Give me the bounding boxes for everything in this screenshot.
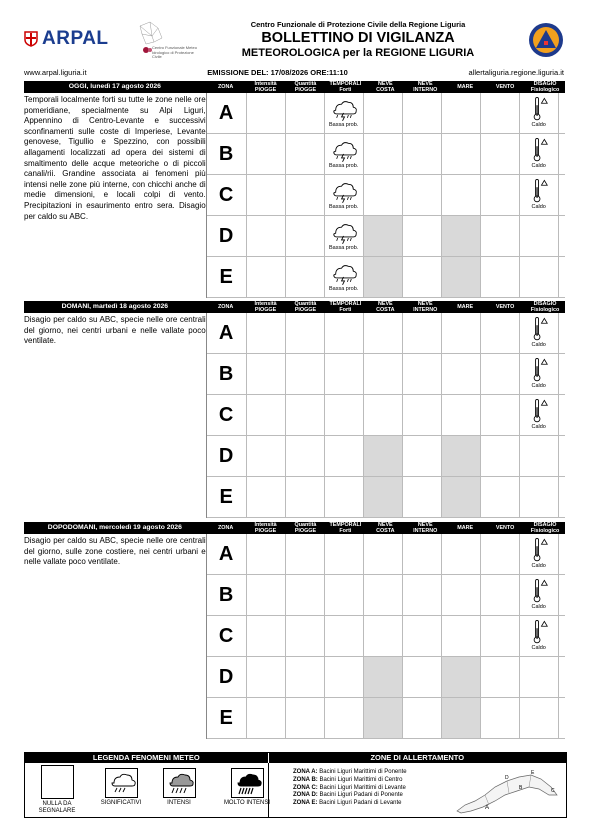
cell-temporali xyxy=(325,93,364,133)
zone-row xyxy=(207,534,565,575)
cell-disagio xyxy=(520,313,559,353)
cell-mare xyxy=(442,657,481,697)
cell-temporali xyxy=(325,216,364,256)
zone-row xyxy=(207,216,565,257)
cell-intensita xyxy=(247,216,286,256)
cell-quantita xyxy=(286,134,325,174)
cell-disagio xyxy=(520,395,559,435)
cell-neve-costa xyxy=(364,257,403,297)
heat-label: Caldo xyxy=(531,342,546,348)
cell-mare xyxy=(442,93,481,133)
legend-label-intensi: INTENSI xyxy=(167,800,191,806)
zone-letter: E xyxy=(207,698,247,738)
org-name: Centro Funzionale di Protezione Civile della Regione Liguria xyxy=(250,20,466,29)
zone-grid xyxy=(206,313,565,518)
cell-vento xyxy=(481,657,520,697)
column-header-mare: MARE xyxy=(457,303,474,310)
cell-neve-costa xyxy=(364,575,403,615)
zone-letter: B xyxy=(207,575,247,615)
cell-temporali xyxy=(325,616,364,656)
column-header-line: NEVE xyxy=(417,521,433,528)
column-header-line: PIOGGE xyxy=(254,87,277,93)
cell-disagio xyxy=(520,134,559,174)
legend xyxy=(24,752,567,818)
cell-quantita xyxy=(286,93,325,133)
column-header-line: Quantità xyxy=(294,300,317,307)
column-header-line: TEMPORALI xyxy=(329,521,362,528)
cell-disagio xyxy=(520,657,559,697)
cell-neve-costa xyxy=(364,175,403,215)
legend-header xyxy=(25,753,566,763)
cell-vento xyxy=(481,616,520,656)
zone-row xyxy=(207,313,565,354)
zone-letter: A xyxy=(207,93,247,133)
probability-label: Bassa prob. xyxy=(328,163,359,169)
cloud-rain-light-icon xyxy=(106,769,137,797)
cell-neve-costa xyxy=(364,313,403,353)
section-header xyxy=(24,522,565,534)
cell-quantita xyxy=(286,698,325,738)
probability-label: Bassa prob. xyxy=(328,286,359,292)
cell-intensita xyxy=(247,395,286,435)
forecast-section xyxy=(24,301,565,518)
column-header-intensita xyxy=(246,522,286,534)
zone-letter: B xyxy=(207,354,247,394)
legend-item-nulla xyxy=(31,765,83,814)
legend-item-molto-intensi xyxy=(217,768,277,806)
column-header-quantita xyxy=(286,81,326,93)
column-header-quantita xyxy=(286,301,326,313)
cell-intensita xyxy=(247,534,286,574)
cell-quantita xyxy=(286,575,325,615)
cell-neve-interno xyxy=(403,257,442,297)
cell-disagio xyxy=(520,257,559,297)
section-day-label: DOMANI, martedì 18 agosto 2026 xyxy=(61,303,169,310)
column-header-line: INTERNO xyxy=(413,87,438,93)
cell-neve-costa xyxy=(364,698,403,738)
column-header-vento: VENTO xyxy=(495,303,515,310)
column-header-mare: MARE xyxy=(457,524,474,531)
column-header-line: Forti xyxy=(339,87,352,93)
column-header-neve-interno xyxy=(405,522,445,534)
column-header-line: Intensità xyxy=(254,521,277,528)
cell-disagio xyxy=(520,175,559,215)
cell-neve-interno xyxy=(403,134,442,174)
cell-vento xyxy=(481,534,520,574)
column-header-line: Fisiologico xyxy=(530,307,560,313)
zone-letter: C xyxy=(207,395,247,435)
column-header-zona: ZONA xyxy=(217,303,234,310)
cell-vento xyxy=(481,477,520,517)
cell-vento xyxy=(481,313,520,353)
zone-letter: D xyxy=(207,436,247,476)
column-header-temporali xyxy=(325,301,365,313)
zone-letter: C xyxy=(207,175,247,215)
section-header xyxy=(24,81,565,93)
legend-box xyxy=(105,768,138,798)
zone-letter: D xyxy=(207,216,247,256)
cell-neve-interno xyxy=(403,698,442,738)
cell-disagio xyxy=(520,534,559,574)
cell-intensita xyxy=(247,175,286,215)
section-day-label: OGGI, lunedì 17 agosto 2026 xyxy=(68,83,161,90)
forecast-section xyxy=(24,81,565,298)
cell-mare xyxy=(442,477,481,517)
cell-temporali xyxy=(325,436,364,476)
cell-temporali xyxy=(325,534,364,574)
column-header-vento: VENTO xyxy=(495,524,515,531)
column-header-line: NEVE xyxy=(417,80,433,87)
section-description: Disagio per caldo su ABC, specie nelle ore centrali del giorno, nei centri urbani e nelle vallate poco ventilate. xyxy=(24,315,206,346)
section-description: Disagio per caldo su ABC, specie nelle ore centrali del giorno, sulle zone costiere, nei centri urbani e nelle vallate poco ventilate. xyxy=(24,536,206,567)
cfp-caption: Centro Funzionale Meteo Idrologico di Protezione Civile xyxy=(152,45,197,59)
zone-row xyxy=(207,657,565,698)
heat-label: Caldo xyxy=(531,604,546,610)
column-header-zona: ZONA xyxy=(217,83,234,90)
column-header-line: Intensità xyxy=(254,80,277,87)
cell-quantita xyxy=(286,477,325,517)
legend-item-significativi xyxy=(95,768,147,806)
column-header-zona: ZONA xyxy=(217,524,234,531)
column-header-line: COSTA xyxy=(376,87,395,93)
zone-row xyxy=(207,175,565,216)
cell-vento xyxy=(481,175,520,215)
column-header-line: NEVE xyxy=(377,300,393,307)
cell-mare xyxy=(442,354,481,394)
cell-neve-interno xyxy=(403,175,442,215)
cell-mare xyxy=(442,175,481,215)
cell-intensita xyxy=(247,257,286,297)
zone-list-item: ZONA E: Bacini Liguri Padani di Levante xyxy=(293,800,402,807)
liguria-zones-map xyxy=(455,765,560,815)
cell-neve-interno xyxy=(403,216,442,256)
arpal-logo-text: ARPAL xyxy=(42,28,109,49)
cell-disagio xyxy=(520,477,559,517)
cell-intensita xyxy=(247,477,286,517)
alert-site-link[interactable]: allertaliguria.regione.liguria.it xyxy=(468,68,564,77)
cell-temporali xyxy=(325,698,364,738)
cell-quantita xyxy=(286,534,325,574)
cell-disagio xyxy=(520,354,559,394)
protezione-civile-logo-icon xyxy=(528,22,564,58)
bulletin-subtitle: METEOROLOGICA per la REGIONE LIGURIA xyxy=(241,47,475,59)
zone-row xyxy=(207,395,565,436)
column-header-vento: VENTO xyxy=(495,83,515,90)
zone-row xyxy=(207,354,565,395)
column-header-line: Intensità xyxy=(254,300,277,307)
cell-intensita xyxy=(247,698,286,738)
cell-mare xyxy=(442,313,481,353)
column-header-line: Forti xyxy=(339,528,352,534)
zone-list-item: ZONA A: Bacini Liguri Marittimi di Ponente xyxy=(293,769,407,775)
cfp-logo xyxy=(134,20,204,64)
probability-label: Bassa prob. xyxy=(328,122,359,128)
column-header-line: INTERNO xyxy=(413,307,438,313)
cell-quantita xyxy=(286,354,325,394)
cell-temporali xyxy=(325,354,364,394)
cell-neve-interno xyxy=(403,534,442,574)
cell-neve-costa xyxy=(364,354,403,394)
column-header-disagio xyxy=(525,522,565,534)
column-header-line: PIOGGE xyxy=(254,307,277,313)
sub-header-line xyxy=(24,68,564,77)
cell-temporali xyxy=(325,257,364,297)
title-block xyxy=(222,20,494,59)
cell-mare xyxy=(442,395,481,435)
zone-letter: A xyxy=(207,534,247,574)
cell-quantita xyxy=(286,436,325,476)
cell-intensita xyxy=(247,657,286,697)
cell-mare xyxy=(442,698,481,738)
zone-row xyxy=(207,436,565,477)
heat-label: Caldo xyxy=(531,122,546,128)
zone-list-item: ZONA C: Bacini Liguri Marittimi di Levante xyxy=(293,784,406,791)
zone-letter: D xyxy=(207,657,247,697)
map-label-d: D xyxy=(505,775,509,781)
column-header-neve-costa xyxy=(365,81,405,93)
cell-mare xyxy=(442,436,481,476)
cell-disagio xyxy=(520,436,559,476)
column-header-line: TEMPORALI xyxy=(329,300,362,307)
column-header-line: Quantità xyxy=(294,521,317,528)
column-header-intensita xyxy=(246,81,286,93)
cell-intensita xyxy=(247,354,286,394)
column-header-line: PIOGGE xyxy=(254,528,277,534)
empty-box-icon xyxy=(41,765,74,799)
cell-vento xyxy=(481,575,520,615)
cell-intensita xyxy=(247,575,286,615)
cell-neve-costa xyxy=(364,534,403,574)
cell-quantita xyxy=(286,175,325,215)
cell-neve-interno xyxy=(403,477,442,517)
zone-row xyxy=(207,93,565,134)
cell-temporali xyxy=(325,575,364,615)
cell-disagio xyxy=(520,575,559,615)
cell-quantita xyxy=(286,216,325,256)
section-description: Temporali localmente forti su tutte le zone nelle ore pomeridiane, specialmente su Alpi Liguri, Appennino di Centro-Levante e successivi sconfinamenti sulle coste di Imperiese, Levante genovese, Tigullio e Spezzino, con possibili allagamenti localizzati ad opera dei sistemi di smaltimento delle acque meteoriche o di piccoli canali/rii. Grandine associata ai fenomeni più intensi nelle zone più interne, con chicchi anche di medie dimensioni, e locali colpi di vento. Precipitazioni in esaurimento entro sera. Disagio per caldo su ABC. xyxy=(24,95,206,221)
zone-grid xyxy=(206,93,565,298)
column-header-line: COSTA xyxy=(376,307,395,313)
cell-vento xyxy=(481,257,520,297)
cell-intensita xyxy=(247,313,286,353)
cell-mare xyxy=(442,257,481,297)
legend-fenomeni-title: LEGENDA FENOMENI METEO xyxy=(92,753,200,762)
liguria-shield-icon xyxy=(24,31,38,47)
section-day-label: DOPODOMANI, mercoledì 19 agosto 2026 xyxy=(47,524,182,531)
zone-letter: B xyxy=(207,134,247,174)
cell-mare xyxy=(442,216,481,256)
heat-label: Caldo xyxy=(531,204,546,210)
map-label-b: B xyxy=(519,785,523,791)
column-header-quantita xyxy=(286,522,326,534)
legend-box xyxy=(231,768,264,798)
cell-intensita xyxy=(247,436,286,476)
cell-neve-costa xyxy=(364,93,403,133)
column-header-neve-costa xyxy=(365,522,405,534)
column-header-intensita xyxy=(246,301,286,313)
cell-temporali xyxy=(325,395,364,435)
column-header-line: Fisiologico xyxy=(530,528,560,534)
cell-vento xyxy=(481,698,520,738)
column-header-disagio xyxy=(525,81,565,93)
zone-row xyxy=(207,616,565,657)
column-header-temporali xyxy=(325,81,365,93)
cell-neve-costa xyxy=(364,216,403,256)
cell-disagio xyxy=(520,93,559,133)
legend-label-molto-intensi: MOLTO INTENSI xyxy=(223,800,271,806)
legend-label-nulla: NULLA DA SEGNALARE xyxy=(38,801,76,814)
column-header-neve-interno xyxy=(405,301,445,313)
cell-neve-interno xyxy=(403,313,442,353)
legend-item-intensi xyxy=(159,768,199,806)
column-header-line: DISAGIO xyxy=(533,521,557,528)
column-header-line: NEVE xyxy=(377,80,393,87)
cell-neve-costa xyxy=(364,436,403,476)
website-link[interactable]: www.arpal.liguria.it xyxy=(24,68,87,77)
cell-neve-costa xyxy=(364,395,403,435)
cell-temporali xyxy=(325,175,364,215)
cell-quantita xyxy=(286,657,325,697)
column-header-line: NEVE xyxy=(377,521,393,528)
cell-vento xyxy=(481,395,520,435)
heat-label: Caldo xyxy=(531,563,546,569)
cell-intensita xyxy=(247,93,286,133)
cloud-rain-heavy-icon xyxy=(232,769,263,797)
zone-row xyxy=(207,134,565,175)
column-header-line: PIOGGE xyxy=(294,87,317,93)
cell-quantita xyxy=(286,616,325,656)
zone-letter: A xyxy=(207,313,247,353)
map-label-a: A xyxy=(485,805,490,811)
cell-neve-interno xyxy=(403,354,442,394)
column-header-line: Forti xyxy=(339,307,352,313)
cell-vento xyxy=(481,436,520,476)
cell-vento xyxy=(481,134,520,174)
map-label-c: C xyxy=(551,788,555,794)
cell-neve-costa xyxy=(364,134,403,174)
cell-quantita xyxy=(286,313,325,353)
arpal-logo xyxy=(24,28,109,50)
zone-letter: E xyxy=(207,257,247,297)
zone-grid xyxy=(206,534,565,739)
cell-neve-costa xyxy=(364,477,403,517)
cell-neve-interno xyxy=(403,657,442,697)
cell-neve-interno xyxy=(403,436,442,476)
zone-row xyxy=(207,575,565,616)
cell-temporali xyxy=(325,134,364,174)
cell-mare xyxy=(442,134,481,174)
cell-vento xyxy=(481,93,520,133)
cell-intensita xyxy=(247,134,286,174)
column-header-mare: MARE xyxy=(457,83,474,90)
column-header-line: INTERNO xyxy=(413,528,438,534)
zone-row xyxy=(207,698,565,739)
cell-neve-costa xyxy=(364,616,403,656)
cell-mare xyxy=(442,616,481,656)
cell-neve-interno xyxy=(403,575,442,615)
column-header-disagio xyxy=(525,301,565,313)
cell-quantita xyxy=(286,395,325,435)
emission-date: EMISSIONE DEL: 17/08/2026 ORE:11:10 xyxy=(207,68,348,77)
probability-label: Bassa prob. xyxy=(328,245,359,251)
zone-letter: E xyxy=(207,477,247,517)
cell-temporali xyxy=(325,477,364,517)
zone-row xyxy=(207,477,565,518)
cell-disagio xyxy=(520,216,559,256)
column-header-line: Quantità xyxy=(294,80,317,87)
zone-row xyxy=(207,257,565,298)
cell-disagio xyxy=(520,616,559,656)
heat-label: Caldo xyxy=(531,163,546,169)
cell-temporali xyxy=(325,313,364,353)
cell-neve-interno xyxy=(403,395,442,435)
column-header-neve-costa xyxy=(365,301,405,313)
cell-vento xyxy=(481,216,520,256)
cell-mare xyxy=(442,534,481,574)
probability-label: Bassa prob. xyxy=(328,204,359,210)
cell-intensita xyxy=(247,616,286,656)
column-header-line: COSTA xyxy=(376,528,395,534)
cell-neve-interno xyxy=(403,93,442,133)
column-header-line: PIOGGE xyxy=(294,528,317,534)
bulletin-title: BOLLETTINO DI VIGILANZA xyxy=(261,30,455,46)
map-label-e: E xyxy=(531,770,535,776)
cell-quantita xyxy=(286,257,325,297)
cell-vento xyxy=(481,354,520,394)
forecast-section xyxy=(24,522,565,739)
column-header-line: NEVE xyxy=(417,300,433,307)
column-header-temporali xyxy=(325,522,365,534)
heat-label: Caldo xyxy=(531,383,546,389)
legend-zone-title: ZONE DI ALLERTAMENTO xyxy=(268,753,566,763)
column-header-line: DISAGIO xyxy=(533,300,557,307)
zone-letter: C xyxy=(207,616,247,656)
column-header-line: Fisiologico xyxy=(530,87,560,93)
cell-mare xyxy=(442,575,481,615)
cell-temporali xyxy=(325,657,364,697)
heat-label: Caldo xyxy=(531,645,546,651)
zone-list-item: ZONA B: Bacini Liguri Marittimi di Centro xyxy=(293,776,403,783)
section-header xyxy=(24,301,565,313)
cell-neve-costa xyxy=(364,657,403,697)
heat-label: Caldo xyxy=(531,424,546,430)
column-header-line: PIOGGE xyxy=(294,307,317,313)
zone-list-item: ZONA D: Bacini Liguri Padani di Ponente xyxy=(293,792,403,799)
zone-list xyxy=(293,769,407,808)
cell-disagio xyxy=(520,698,559,738)
cloud-rain-medium-icon xyxy=(164,769,195,797)
column-header-neve-interno xyxy=(405,81,445,93)
column-header-line: DISAGIO xyxy=(533,80,557,87)
cell-neve-interno xyxy=(403,616,442,656)
legend-box xyxy=(163,768,196,798)
legend-label-significativi: SIGNIFICATIVI xyxy=(100,800,142,806)
column-header-line: TEMPORALI xyxy=(329,80,362,87)
